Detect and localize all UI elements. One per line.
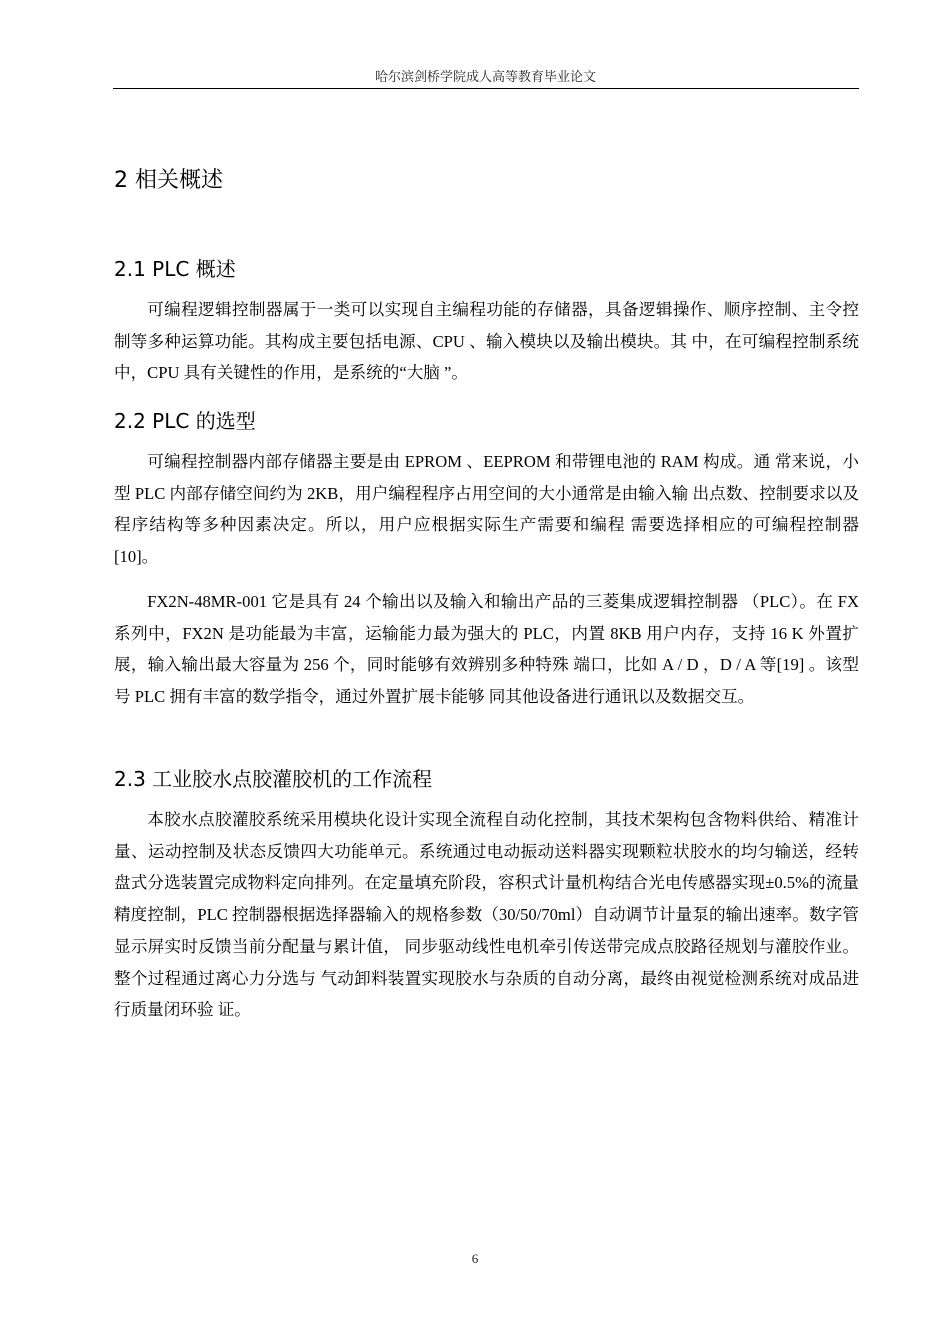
paragraph-2-2-2: FX2N-48MR-001 它是具有 24 个输出以及输入和输出产品的三菱集成逻辑控制器 （PLC）。在 FX 系列中，FX2N 是功能最为丰富，运输能力最为强大的 PLC，内置 8KB 用户内存，支持 16 K 外置扩展，输入输出最大容量为 256 个，同时能够有效辨别多种特殊 端口，比如 A / D ，D / A 等[19] 。该型号 PLC 拥有丰富的数学指令，通过外置扩展卡能够 同其他设备进行通讯以及数据交互。 [114, 592, 859, 707]
page-number: 6 [471, 1251, 479, 1266]
page-header: 哈尔滨剑桥学院成人高等教育毕业论文 [374, 69, 596, 84]
paragraph-2-1-1: 可编程逻辑控制器属于一类可以实现自主编程功能的存储器，具备逻辑操作、顺序控制、主令控制等多种运算功能。其构成主要包括电源、CPU 、输入模块以及输出模块。其 中，在可编程控制系统中，CPU 具有关键性的作用，是系统的“大脑 ”。 [114, 300, 859, 383]
chapter-heading: 2 相关概述 [114, 168, 223, 193]
section-heading-2-3: 2.3 工业胶水点胶灌胶机的工作流程 [114, 767, 433, 791]
paragraph-2-3-1: 本胶水点胶灌胶系统采用模块化设计实现全流程自动化控制，其技术架构包含物料供给、精准计量、运动控制及状态反馈四大功能单元。系统通过电动振动送料器实现颗粒状胶水的均匀输送，经转盘式分选装置完成物料定向排列。在定量填充阶段，容积式计量机构结合光电传感器实现±0.5%的流量精度控制，PLC 控制器根据选择器输入的规格参数（30/50/70ml）自动调节计量泵的输出速率。数字管显示屏实时反馈当前分配量与累计值， 同步驱动线性电机牵引传送带完成点胶路径规划与灌胶作业。整个过程通过离心力分选与 气动卸料装置实现胶水与杂质的自动分离，最终由视觉检测系统对成品进行质量闭环验 证。 [114, 810, 859, 1020]
section-heading-2-1: 2.1 PLC 概述 [114, 257, 236, 281]
section-heading-2-2: 2.2 PLC 的选型 [114, 409, 256, 433]
paragraph-2-2-1: 可编程控制器内部存储器主要是由 EPROM 、EEPROM 和带锂电池的 RAM 构成。通 常来说，小型 PLC 内部存储空间约为 2KB，用户编程程序占用空间的大小通常是由输入输 出点数、控制要求以及程序结构等多种因素决定。所以，用户应根据实际生产需要和编程 需要选择相应的可编程控制器[10]。 [114, 452, 859, 567]
header-divider [113, 88, 859, 89]
